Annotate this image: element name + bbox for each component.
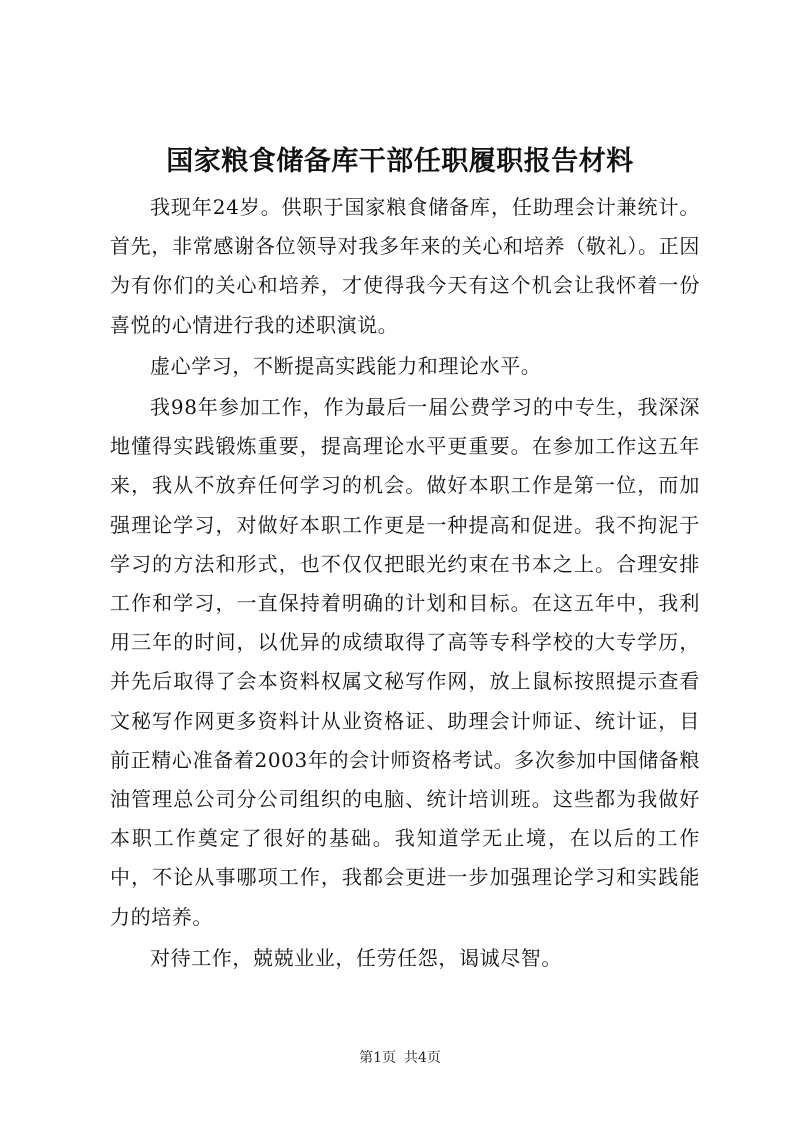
paragraph: 我98年参加工作，作为最后一届公费学习的中专生，我深深地懂得实践锻炼重要，提高理论水平更重要。在参加工作这五年来，我从不放弃任何学习的机会。做好本职工作是第一位，而加强理论学习，对做好本职工作更是一种提高和促进。我不拘泥于学习的方法和形式，也不仅仅把眼光约束在书本之上。合理安排工作和学习，一直保持着明确的计划和目标。在这五年中，我利用三年的时间，以优异的成绩取得了高等专科学校的大专学历，并先后取得了会本资料权属文秘写作网，放上鼠标按照提示查看文秘写作网更多资料计从业资格证、助理会计师证、统计证，目前正精心准备着2003年的会计师资格考试。多次参加中国储备粮油管理总公司分公司组织的电脑、统计培训班。这些都为我做好本职工作奠定了很好的基础。我知道学无止境，在以后的工作中，不论从事哪项工作，我都会更进一步加强理论学习和实践能力的培养。 [110, 395, 700, 929]
page-footer [0, 1048, 800, 1068]
document-title: 国家粮食储备库干部任职履职报告材料 [166, 146, 634, 177]
paragraph: 对待工作，兢兢业业，任劳任怨，谒诚尽智。 [150, 945, 562, 970]
page-number: 第1页 [359, 1050, 396, 1066]
paragraph: 我现年24岁。供职于国家粮食储备库，任助理会计兼统计。首先，非常感谢各位领导对我多年来的关心和培养（敬礼）。正因为有你们的关心和培养，才使得我今天有这个机会让我怀着一份喜悦的心情进行我的述职演说。 [110, 195, 700, 337]
document-body [110, 188, 700, 980]
page-total: 共4页 [404, 1050, 441, 1066]
paragraph: 虚心学习，不断提高实践能力和理论水平。 [150, 353, 542, 378]
